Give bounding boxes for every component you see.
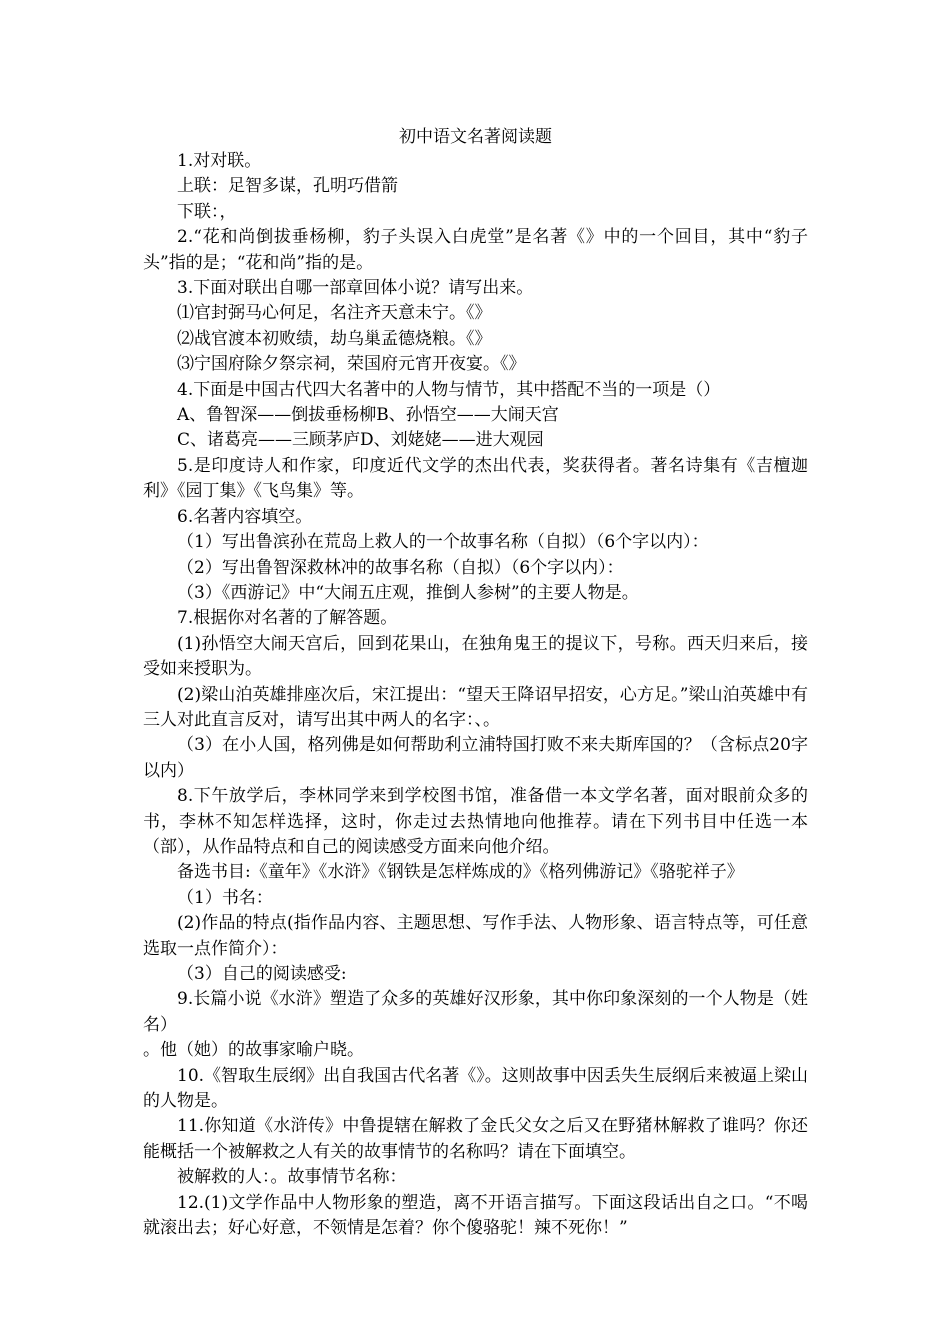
paragraph-11: C、诸葛亮——三顾茅庐D、刘姥姥——进大观园 xyxy=(177,430,544,451)
paragraph-26: 9.长篇小说《水浒》塑造了众多的英雄好汉形象，其中你印象深刻的一个人物是（姓名） xyxy=(143,989,808,1035)
paragraph-4: 2.“花和尚倒拔垂杨柳，豹子头误入白虎堂”是名著《》中的一个回目，其中“豹子头”指的是；“花和尚”指的是。 xyxy=(143,227,808,273)
paragraph-27: 。他（她）的故事家喻户晓。 xyxy=(143,1040,364,1061)
paragraph-30: 被解救的人：。故事情节名称： xyxy=(177,1167,407,1188)
paragraph-24: (2)作品的特点(指作品内容、主题思想、写作手法、人物形象、语言特点等，可任意选取一点作简介）： xyxy=(143,913,808,959)
paragraph-5: 3.下面对联出自哪一部章回体小说？请写出来。 xyxy=(177,278,534,299)
paragraph-8: ⑶宁国府除夕祭宗祠，荣国府元宵开夜宴。《》 xyxy=(177,354,526,375)
paragraph-15: （2）写出鲁智深救林冲的故事名称（自拟）（6个字以内）： xyxy=(177,557,624,578)
document-body xyxy=(143,149,808,1241)
paragraph-12: 5.是印度诗人和作家，印度近代文学的杰出代表，奖获得者。著名诗集有《吉檀迦利》《园丁集》《飞鸟集》等。 xyxy=(143,455,808,502)
paragraph-2: 上联：足智多谋，孔明巧借箭 xyxy=(177,176,398,197)
paragraph-13: 6.名著内容填空。 xyxy=(177,506,313,527)
paragraph-22: 备选书目:《童年》《水浒》《钢铁是怎样炼成的》《格列佛游记》《骆驼祥子》 xyxy=(177,862,744,883)
paragraph-10: A、鲁智深——倒拔垂杨柳B、孙悟空——大闹天宫 xyxy=(177,405,559,426)
paragraph-14: （1）写出鲁滨孙在荒岛上救人的一个故事名称（自拟）（6个字以内）： xyxy=(177,532,709,553)
paragraph-18: (1)孙悟空大闹天宫后，回到花果山，在独角鬼王的提议下，号称。西天归来后，接受如来授职为。 xyxy=(143,633,808,680)
paragraph-25: （3）自己的阅读感受: xyxy=(177,964,347,984)
paragraph-7: ⑵战官渡本初败绩，劫乌巢孟德烧粮。《》 xyxy=(177,328,492,349)
paragraph-9: 4.下面是中国古代四大名著中的人物与情节，其中搭配不当的一项是（） xyxy=(177,379,721,400)
paragraph-28: 10.《智取生辰纲》出自我国古代名著《》。这则故事中因丢失生辰纲后来被逼上梁山的人物是。 xyxy=(143,1065,808,1112)
document-title: 初中语文名著阅读题 xyxy=(399,127,552,147)
paragraph-3: 下联：， xyxy=(177,201,237,222)
paragraph-29: 11.你知道《水浒传》中鲁提辖在解救了金氏父女之后又在野猪林解救了谁吗？你还能概括一个被解救之人有关的故事情节的名称吗？请在下面填空。 xyxy=(143,1116,808,1162)
paragraph-31: 12.(1)文学作品中人物形象的塑造，离不开语言描写。下面这段话出自之口。“不喝就滚出去；好心好意，不领情是怎着？你个傻骆驼！辣不死你！” xyxy=(143,1192,808,1239)
paragraph-19: (2)梁山泊英雄排座次后，宋江提出：“望天王降诏早招安，心方足。”梁山泊英雄中有三人对此直言反对，请写出其中两人的名字：、。 xyxy=(143,684,808,730)
paragraph-17: 7.根据你对名著的了解答题。 xyxy=(177,608,398,629)
paragraph-20: （3）在小人国，格列佛是如何帮助利立浦特国打败不来夫斯库国的？（含标点20字以内） xyxy=(143,735,808,781)
paragraph-21: 8.下午放学后，李林同学来到学校图书馆，准备借一本文学名著，面对眼前众多的书，李林不知怎样选择，这时，你走过去热情地向他推荐。请在下列书目中任选一本（部），从作品特点和自己的阅读感受方面来向他介绍。 xyxy=(143,786,808,857)
paragraph-1: 1.对对联。 xyxy=(177,151,262,171)
paragraph-6: ⑴官封弼马心何足，名注齐天意未宁。《》 xyxy=(177,303,492,324)
paragraph-16: （3）《西游记》中“大闹五庄观，推倒人参树”的主要人物是。 xyxy=(177,582,639,603)
paragraph-23: （1）书名： xyxy=(177,887,273,908)
document-page xyxy=(143,125,808,1241)
